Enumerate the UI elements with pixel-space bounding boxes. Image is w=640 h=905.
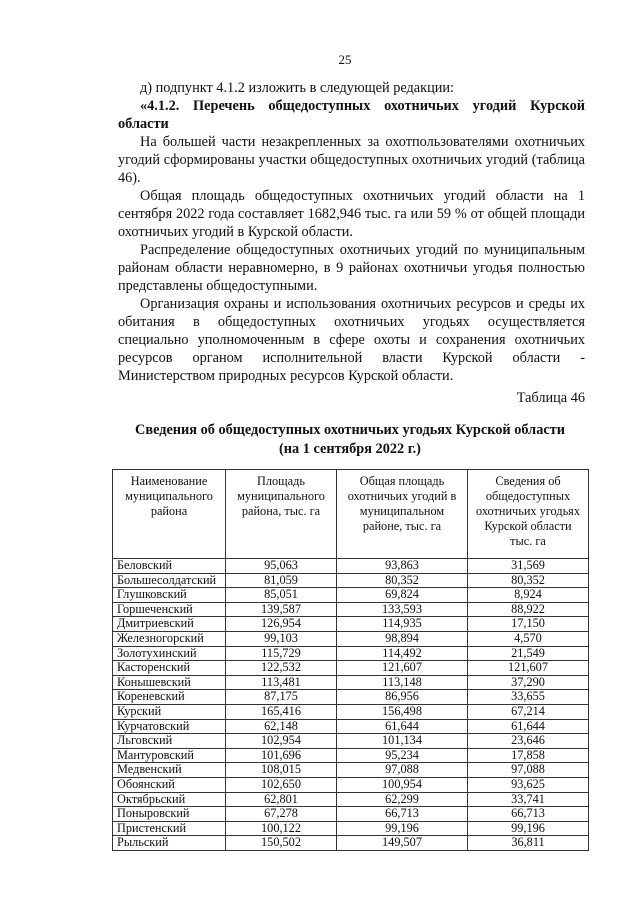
- table-row: [113, 836, 589, 851]
- cell-hunting-area: 156,498: [337, 704, 468, 719]
- cell-district-area: 100,122: [226, 821, 337, 836]
- table-row: [113, 661, 589, 676]
- cell-public-area: 36,811: [468, 836, 589, 851]
- cell-district: Конышевский: [113, 675, 226, 690]
- cell-public-area: 61,644: [468, 719, 589, 734]
- cell-hunting-area: 62,299: [337, 792, 468, 807]
- cell-district-area: 95,063: [226, 559, 337, 574]
- cell-district-area: 150,502: [226, 836, 337, 851]
- cell-district: Железногорский: [113, 631, 226, 646]
- cell-public-area: 37,290: [468, 675, 589, 690]
- cell-district: Курский: [113, 704, 226, 719]
- cell-hunting-area: 66,713: [337, 807, 468, 822]
- table-row: [113, 646, 589, 661]
- cell-hunting-area: 61,644: [337, 719, 468, 734]
- table-row: [113, 617, 589, 632]
- cell-hunting-area: 133,593: [337, 602, 468, 617]
- cell-hunting-area: 101,134: [337, 734, 468, 749]
- table-header-row: [113, 470, 589, 559]
- table-row: [113, 573, 589, 588]
- cell-district: Рыльский: [113, 836, 226, 851]
- page-content: [112, 79, 588, 851]
- cell-district-area: 67,278: [226, 807, 337, 822]
- cell-public-area: 99,196: [468, 821, 589, 836]
- table-row: [113, 821, 589, 836]
- cell-hunting-area: 121,607: [337, 661, 468, 676]
- paragraph: На большей части незакрепленных за охотпользователями охотничьих угодий сформированы участки общедоступных охотничьих угодий (таблица 46).: [118, 134, 585, 186]
- cell-district-area: 87,175: [226, 690, 337, 705]
- cell-public-area: 31,569: [468, 559, 589, 574]
- cell-district: Курчатовский: [113, 719, 226, 734]
- cell-district-area: 81,059: [226, 573, 337, 588]
- table-row: [113, 734, 589, 749]
- cell-hunting-area: 114,492: [337, 646, 468, 661]
- cell-hunting-area: 99,196: [337, 821, 468, 836]
- cell-public-area: 23,646: [468, 734, 589, 749]
- table-row: [113, 602, 589, 617]
- cell-district: Октябрьский: [113, 792, 226, 807]
- table-title: [112, 421, 588, 459]
- cell-public-area: 33,655: [468, 690, 589, 705]
- cell-public-area: 17,150: [468, 617, 589, 632]
- cell-district: Золотухинский: [113, 646, 226, 661]
- cell-district-area: 102,650: [226, 777, 337, 792]
- cell-public-area: 93,625: [468, 777, 589, 792]
- cell-district: Большесолдатский: [113, 573, 226, 588]
- cell-public-area: 4,570: [468, 631, 589, 646]
- table-row: [113, 777, 589, 792]
- cell-hunting-area: 100,954: [337, 777, 468, 792]
- cell-hunting-area: 69,824: [337, 588, 468, 603]
- section-heading: «4.1.2. Перечень общедоступных охотничьих угодий Курской области: [118, 98, 585, 132]
- cell-district-area: 165,416: [226, 704, 337, 719]
- cell-district-area: 122,532: [226, 661, 337, 676]
- cell-district-area: 108,015: [226, 763, 337, 778]
- cell-district-area: 85,051: [226, 588, 337, 603]
- cell-district-area: 113,481: [226, 675, 337, 690]
- cell-district: Пристенский: [113, 821, 226, 836]
- table-title-line2: (на 1 сентября 2022 г.): [279, 441, 421, 457]
- table-row: [113, 748, 589, 763]
- cell-hunting-area: 86,956: [337, 690, 468, 705]
- table-row: [113, 792, 589, 807]
- cell-public-area: 97,088: [468, 763, 589, 778]
- header-district: Наименование муниципального района: [113, 470, 226, 559]
- cell-hunting-area: 114,935: [337, 617, 468, 632]
- cell-district-area: 126,954: [226, 617, 337, 632]
- header-hunting-area: Общая площадь охотничьих угодий в муниципальном районе, тыс. га: [337, 470, 468, 559]
- cell-public-area: 66,713: [468, 807, 589, 822]
- header-public-area: Сведения об общедоступных охотничьих угодьях Курской области тыс. га: [468, 470, 589, 559]
- table-row: [113, 559, 589, 574]
- paragraph: Организация охраны и использования охотничьих ресурсов и среды их обитания в общедоступных охотничьих угодьях осуществляется специально уполномоченным в сфере охоты и сохранения охотничьих ресурсов органом исполнительной власти Курской области - Министерством природных ресурсов Курской области.: [118, 296, 585, 384]
- paragraph: Общая площадь общедоступных охотничьих угодий области на 1 сентября 2022 года составляет 1682,946 тыс. га или 59 % от общей площади охотничьих угодий в Курской области.: [118, 188, 585, 240]
- cell-public-area: 8,924: [468, 588, 589, 603]
- table-row: [113, 719, 589, 734]
- cell-hunting-area: 113,148: [337, 675, 468, 690]
- header-district-area: Площадь муниципального района, тыс. га: [226, 470, 337, 559]
- cell-district: Беловский: [113, 559, 226, 574]
- table-row: [113, 675, 589, 690]
- cell-district: Мантуровский: [113, 748, 226, 763]
- cell-public-area: 33,741: [468, 792, 589, 807]
- cell-district: Касторенский: [113, 661, 226, 676]
- table-row: [113, 690, 589, 705]
- cell-district: Горшеченский: [113, 602, 226, 617]
- paragraph: Распределение общедоступных охотничьих угодий по муниципальным районам области неравномерно, в 9 районах охотничьи угодья полностью представлены общедоступными.: [118, 242, 585, 294]
- cell-district: Медвенский: [113, 763, 226, 778]
- cell-district: Глушковский: [113, 588, 226, 603]
- cell-district-area: 102,954: [226, 734, 337, 749]
- cell-hunting-area: 98,894: [337, 631, 468, 646]
- cell-public-area: 67,214: [468, 704, 589, 719]
- cell-district: Обоянский: [113, 777, 226, 792]
- page-number: 25: [338, 52, 352, 67]
- cell-district-area: 62,148: [226, 719, 337, 734]
- table-label: Таблица 46: [516, 390, 585, 406]
- cell-public-area: 121,607: [468, 661, 589, 676]
- cell-district: Кореневский: [113, 690, 226, 705]
- cell-district: Льговский: [113, 734, 226, 749]
- cell-public-area: 17,858: [468, 748, 589, 763]
- cell-district: Дмитриевский: [113, 617, 226, 632]
- table-row: [113, 807, 589, 822]
- paragraph-amendment: д) подпункт 4.1.2 изложить в следующей редакции:: [140, 80, 455, 96]
- cell-hunting-area: 95,234: [337, 748, 468, 763]
- cell-hunting-area: 93,863: [337, 559, 468, 574]
- cell-hunting-area: 149,507: [337, 836, 468, 851]
- table-row: [113, 704, 589, 719]
- table-row: [113, 588, 589, 603]
- cell-public-area: 88,922: [468, 602, 589, 617]
- cell-district: Поныровский: [113, 807, 226, 822]
- cell-district-area: 115,729: [226, 646, 337, 661]
- document-body: [118, 79, 585, 407]
- cell-hunting-area: 97,088: [337, 763, 468, 778]
- hunting-grounds-table: [112, 469, 589, 851]
- table-row: [113, 631, 589, 646]
- cell-district-area: 101,696: [226, 748, 337, 763]
- table-title-line1: Сведения об общедоступных охотничьих угодьях Курской области: [135, 422, 565, 438]
- cell-public-area: 80,352: [468, 573, 589, 588]
- cell-district-area: 139,587: [226, 602, 337, 617]
- cell-hunting-area: 80,352: [337, 573, 468, 588]
- cell-district-area: 99,103: [226, 631, 337, 646]
- cell-district-area: 62,801: [226, 792, 337, 807]
- table-row: [113, 763, 589, 778]
- cell-public-area: 21,549: [468, 646, 589, 661]
